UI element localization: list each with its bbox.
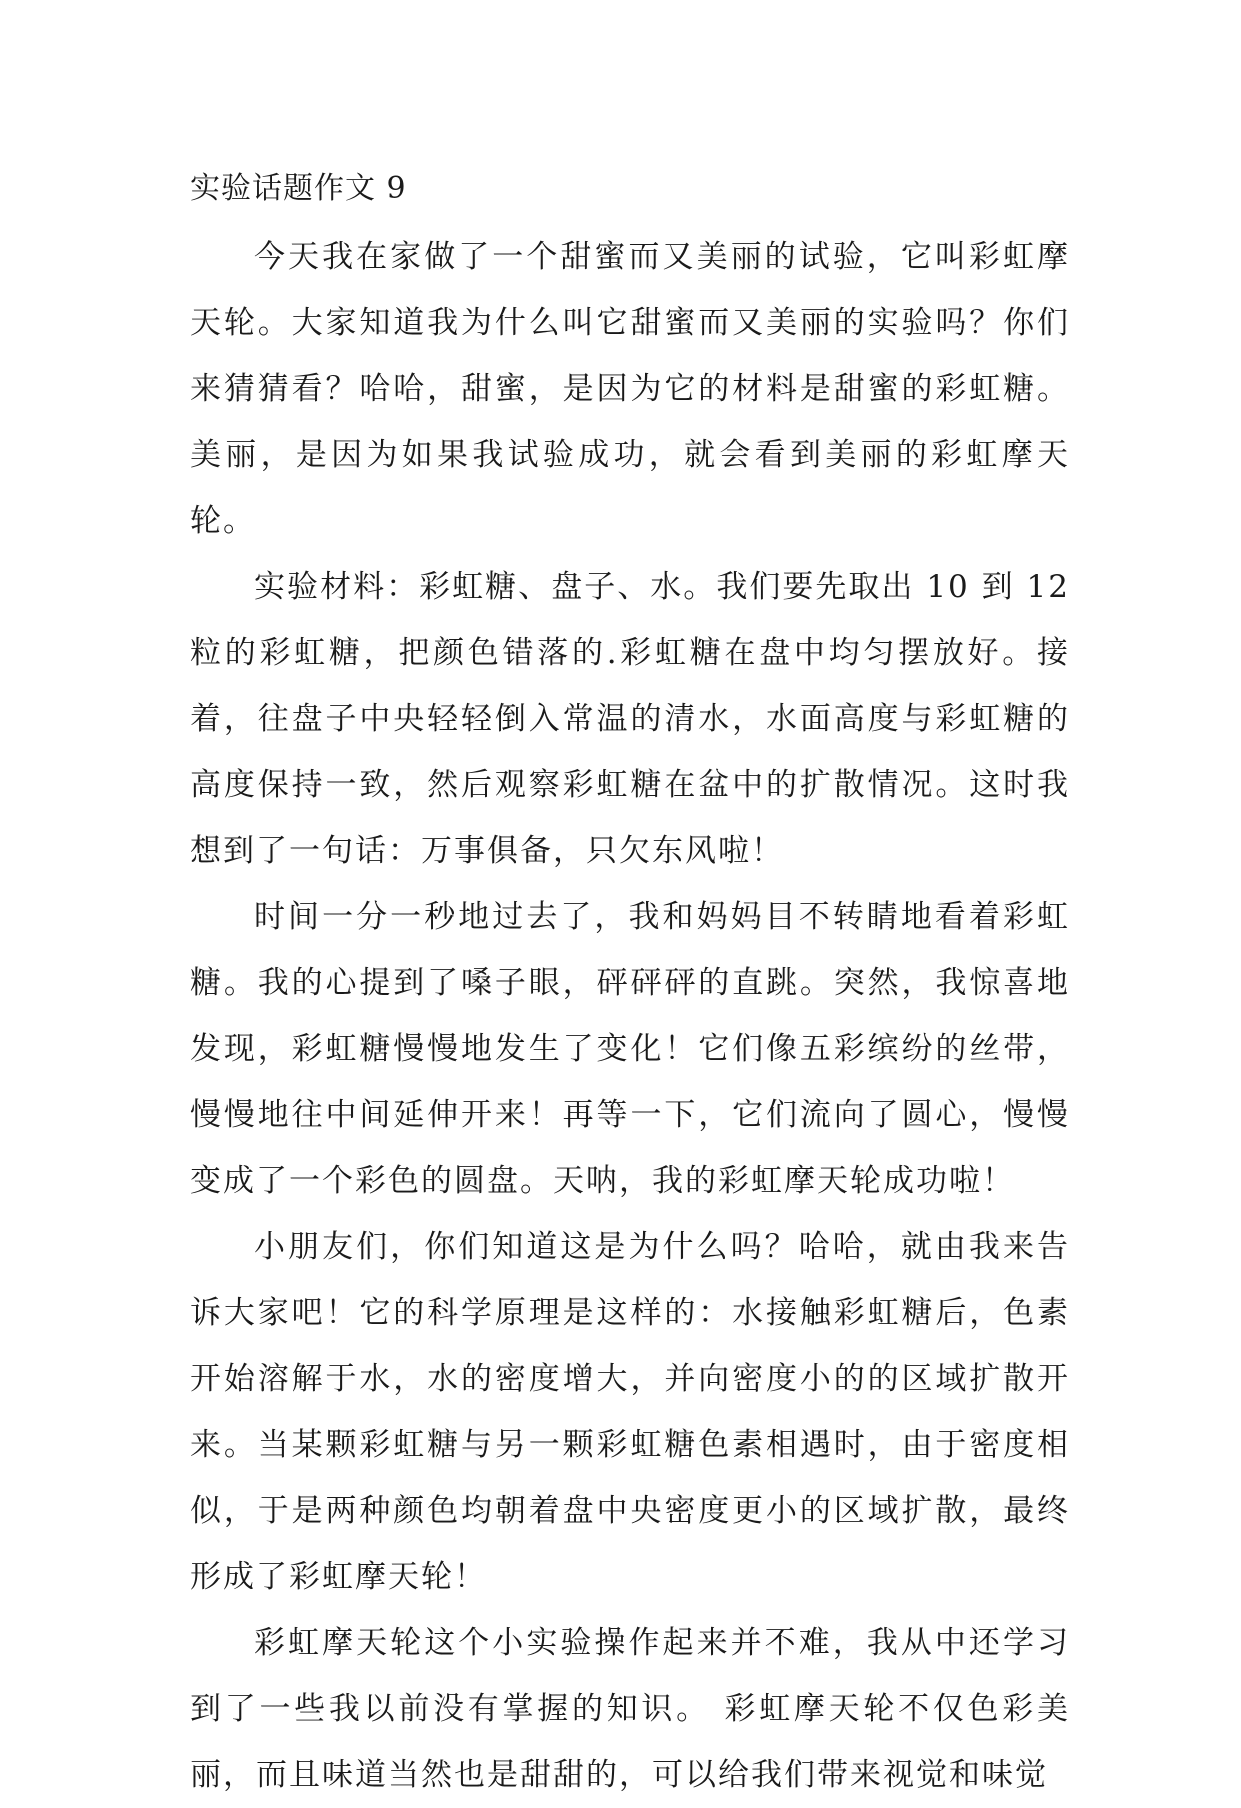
paragraph-conclusion: 彩虹摩天轮这个小实验操作起来并不难，我从中还学习到了一些我以前没有掌握的知识。 彩虹摩天轮不仅色彩美丽，而且味道当然也是甜甜的，可以给我们带来视觉和味觉 <box>190 1625 1070 1793</box>
paragraph-observation: 时间一分一秒地过去了，我和妈妈目不转睛地看着彩虹糖。我的心提到了嗓子眼，砰砰砰的直跳。突然，我惊喜地发现，彩虹糖慢慢地发生了变化！它们像五彩缤纷的丝带，慢慢地往中间延伸开来！再等一下，它们流向了圆心，慢慢变成了一个彩色的圆盘。天呐，我的彩虹摩天轮成功啦！ <box>190 899 1070 1199</box>
paragraph-principle: 小朋友们，你们知道这是为什么吗？哈哈，就由我来告诉大家吧！它的科学原理是这样的：水接触彩虹糖后，色素开始溶解于水，水的密度增大，并向密度小的的区域扩散开来。当某颗彩虹糖与另一颗彩虹糖色素相遇时，由于密度相似，于是两种颜色均朝着盘中央密度更小的区域扩散，最终形成了彩虹摩天轮！ <box>190 1229 1070 1595</box>
paragraph-intro: 今天我在家做了一个甜蜜而又美丽的试验，它叫彩虹摩天轮。大家知道我为什么叫它甜蜜而又美丽的实验吗？你们来猜猜看？哈哈，甜蜜，是因为它的材料是甜蜜的彩虹糖。美丽，是因为如果我试验成功，就会看到美丽的彩虹摩天轮。 <box>190 239 1070 539</box>
document-title: 实验话题作文 9 <box>190 171 407 206</box>
document-body <box>190 160 1070 1808</box>
paragraph-materials: 实验材料：彩虹糖、盘子、水。我们要先取出 10 到 12 粒的彩虹糖，把颜色错落的.彩虹糖在盘中均匀摆放好。接着，往盘子中央轻轻倒入常温的清水，水面高度与彩虹糖的高度保持一致，然后观察彩虹糖在盆中的扩散情况。这时我想到了一句话：万事俱备，只欠东风啦！ <box>190 569 1070 869</box>
